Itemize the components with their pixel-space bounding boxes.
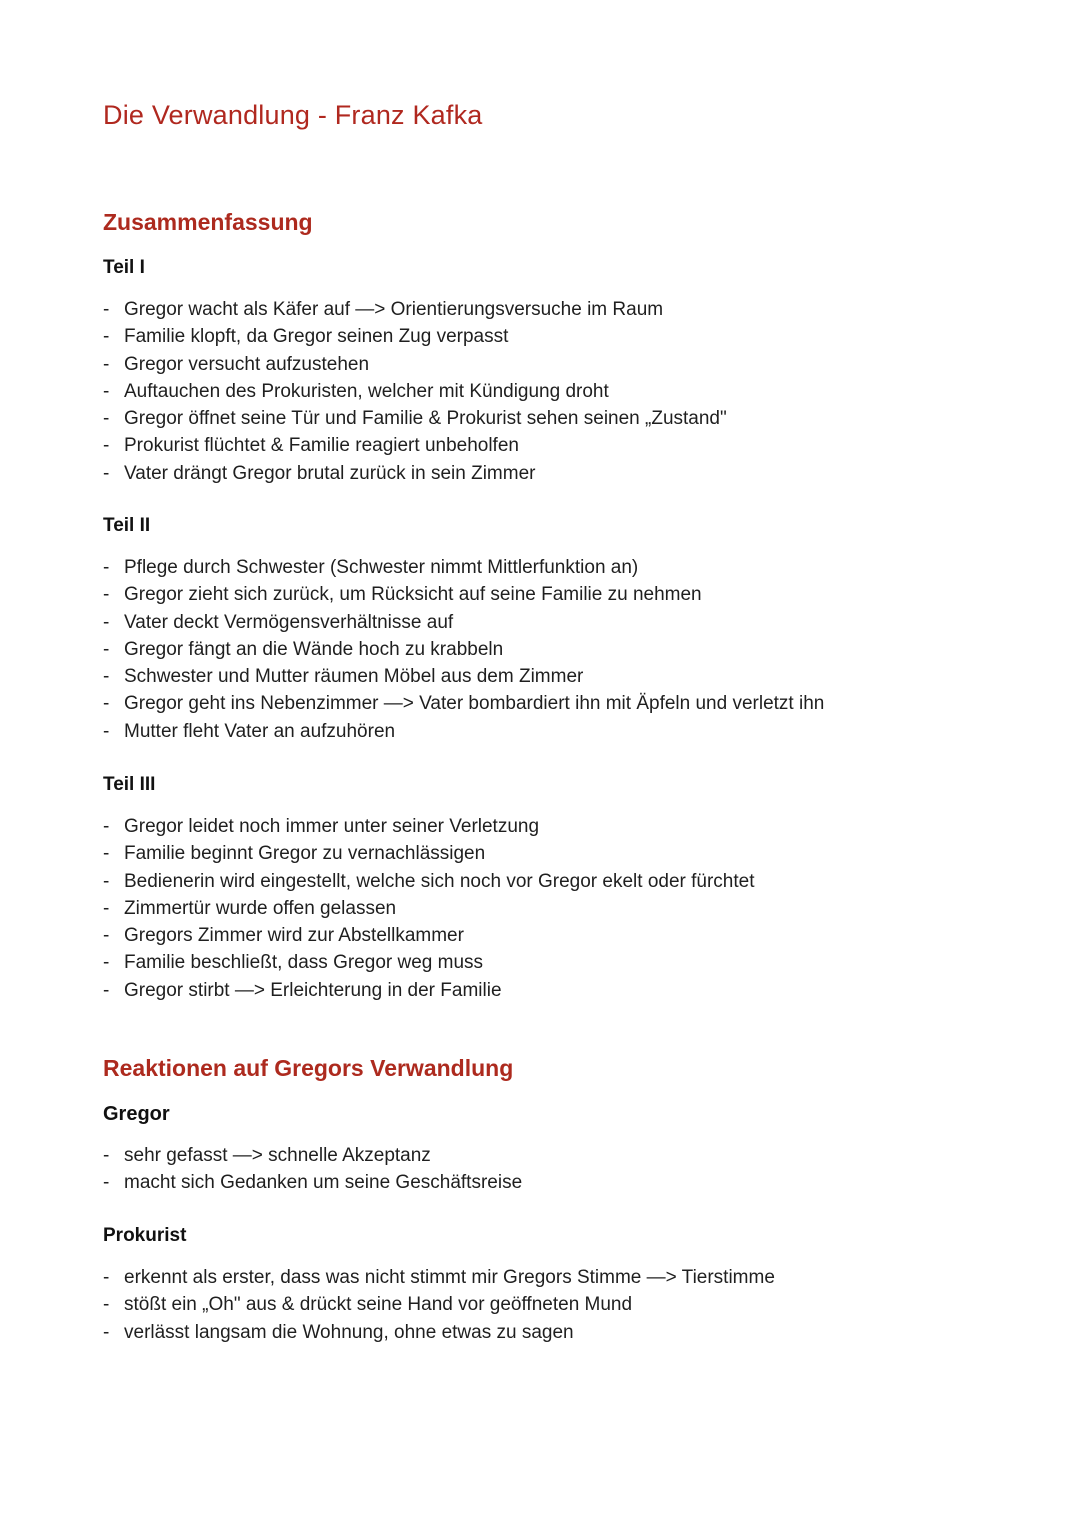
list-item: - Auftauchen des Prokuristen, welcher mit Kündigung droht <box>103 378 727 405</box>
list-item: - Gregor stirbt —> Erleichterung in der Familie <box>103 977 755 1004</box>
list-item: - Familie beginnt Gregor zu vernachlässigen <box>103 840 755 867</box>
list-item: - Gregor wacht als Käfer auf —> Orientierungsversuche im Raum <box>103 296 727 323</box>
list-item: - Gregor leidet noch immer unter seiner Verletzung <box>103 813 755 840</box>
list-item: - Familie klopft, da Gregor seinen Zug verpasst <box>103 323 727 350</box>
list-item: - Vater deckt Vermögensverhältnisse auf <box>103 609 824 636</box>
list-item: - Gregor öffnet seine Tür und Familie & Prokurist sehen seinen „Zustand" <box>103 405 727 432</box>
bullet-list-teil-1 <box>103 296 727 487</box>
list-item: - Pflege durch Schwester (Schwester nimmt Mittlerfunktion an) <box>103 554 824 581</box>
subsection-title-teil-1: Teil I <box>103 257 145 278</box>
subsection-title-teil-3: Teil III <box>103 774 156 795</box>
list-item: - Familie beschließt, dass Gregor weg muss <box>103 949 755 976</box>
list-item: - Mutter fleht Vater an aufzuhören <box>103 718 824 745</box>
list-item: - sehr gefasst —> schnelle Akzeptanz <box>103 1142 522 1169</box>
list-item: - Bedienerin wird eingestellt, welche sich noch vor Gregor ekelt oder fürchtet <box>103 868 755 895</box>
document-title: Die Verwandlung - Franz Kafka <box>103 100 483 130</box>
list-item: - Prokurist flüchtet & Familie reagiert unbeholfen <box>103 432 727 459</box>
list-item: - stößt ein „Oh" aus & drückt seine Hand vor geöffneten Mund <box>103 1291 775 1318</box>
list-item: - Gregor fängt an die Wände hoch zu krabbeln <box>103 636 824 663</box>
section-title-zusammenfassung: Zusammenfassung <box>103 209 313 235</box>
subsection-teil-3 <box>103 772 1003 1001</box>
subsection-title-teil-2: Teil II <box>103 515 151 536</box>
subsection-teil-1 <box>103 255 1003 484</box>
bullet-list-teil-3 <box>103 813 755 1004</box>
subsection-title-gregor: Gregor <box>103 1103 170 1125</box>
list-item: - Zimmertür wurde offen gelassen <box>103 895 755 922</box>
list-item: - erkennt als erster, dass was nicht stimmt mir Gregors Stimme —> Tierstimme <box>103 1264 775 1291</box>
subsection-title-prokurist: Prokurist <box>103 1225 187 1246</box>
bullet-list-gregor <box>103 1142 522 1197</box>
subsection-prokurist <box>103 1223 1003 1343</box>
bullet-list-prokurist <box>103 1264 775 1346</box>
list-item: - Gregor versucht aufzustehen <box>103 351 727 378</box>
subsection-gregor <box>103 1101 1003 1194</box>
list-item: - macht sich Gedanken um seine Geschäftsreise <box>103 1169 522 1196</box>
list-item: - Schwester und Mutter räumen Möbel aus dem Zimmer <box>103 663 824 690</box>
list-item: - Vater drängt Gregor brutal zurück in sein Zimmer <box>103 460 727 487</box>
bullet-list-teil-2 <box>103 554 824 745</box>
list-item: - verlässt langsam die Wohnung, ohne etwas zu sagen <box>103 1319 775 1346</box>
list-item: - Gregor zieht sich zurück, um Rücksicht auf seine Familie zu nehmen <box>103 581 824 608</box>
section-title-reaktionen: Reaktionen auf Gregors Verwandlung <box>103 1055 514 1081</box>
subsection-teil-2 <box>103 513 1003 742</box>
list-item: - Gregors Zimmer wird zur Abstellkammer <box>103 922 755 949</box>
list-item: - Gregor geht ins Nebenzimmer —> Vater bombardiert ihn mit Äpfeln und verletzt ihn <box>103 690 824 717</box>
section-reaktionen <box>103 1053 1003 1083</box>
section-zusammenfassung <box>103 207 1003 237</box>
